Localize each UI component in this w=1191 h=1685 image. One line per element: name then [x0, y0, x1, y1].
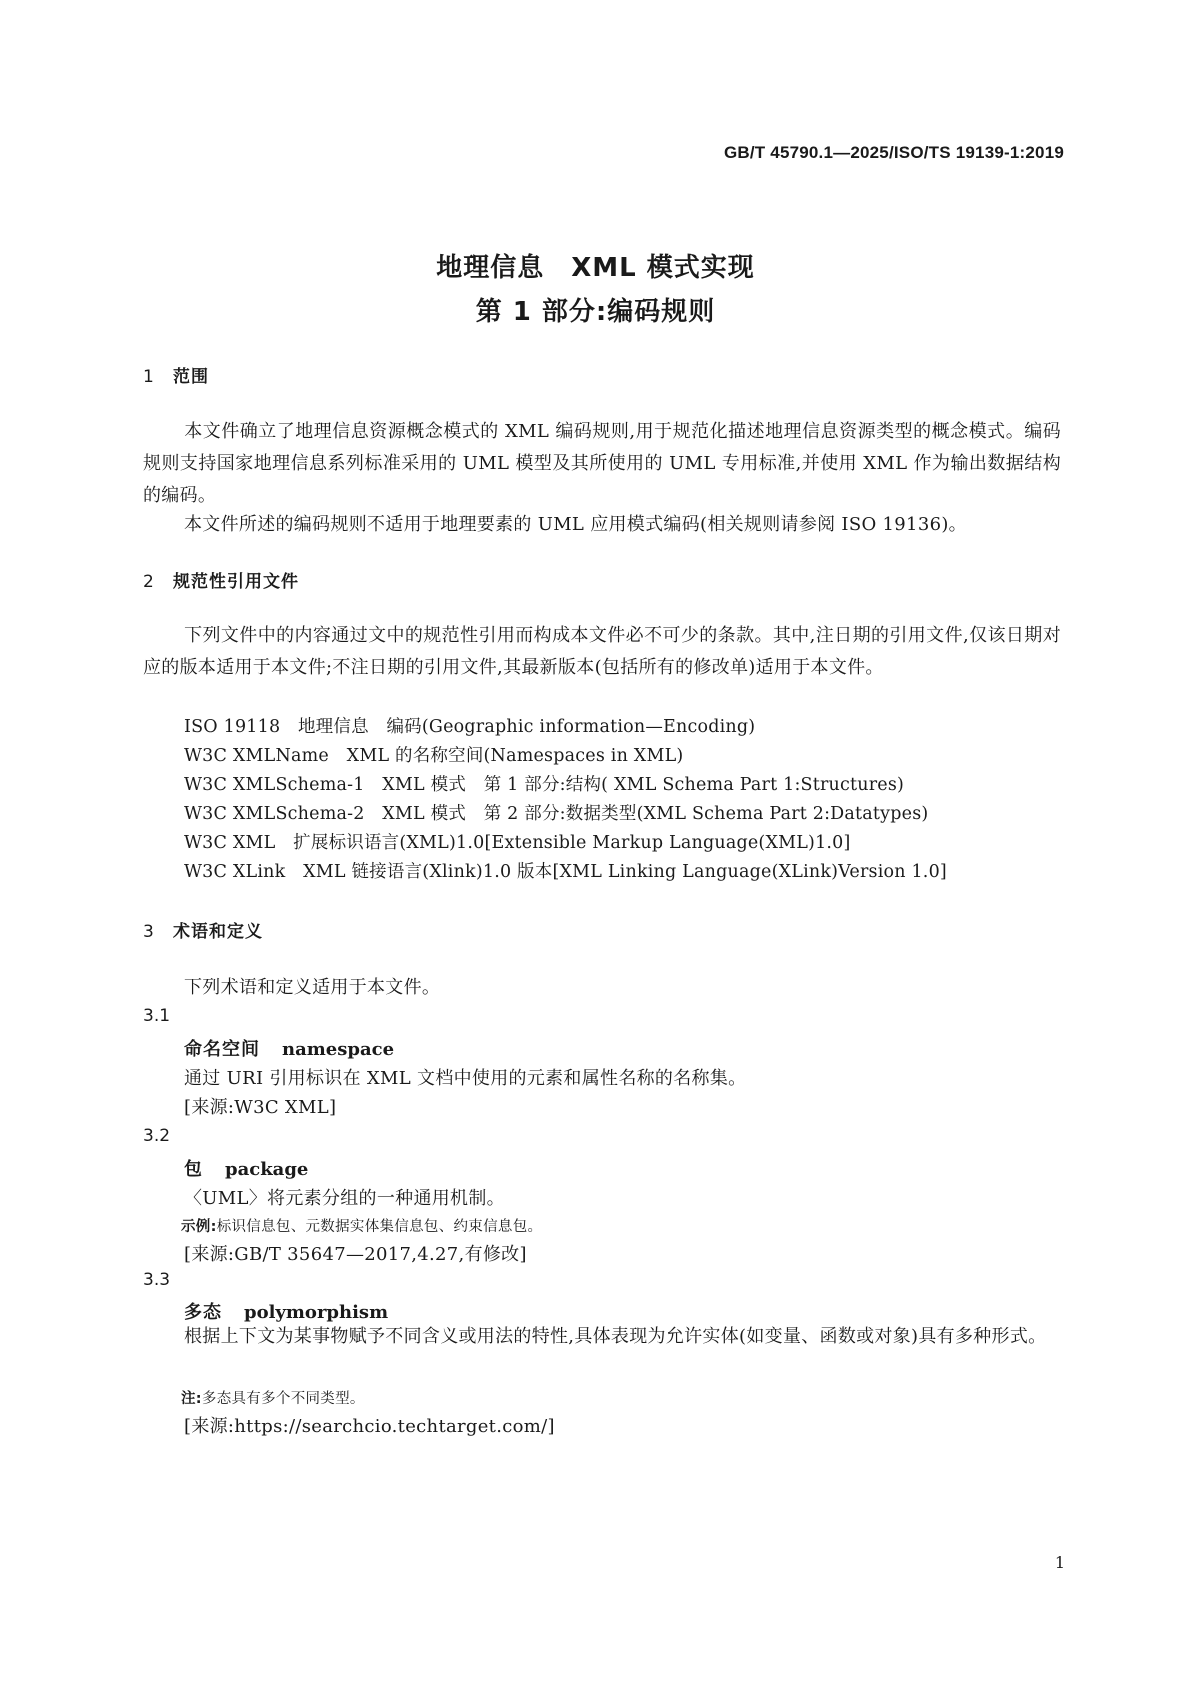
term-source: [来源:https://searchcio.techtarget.com/] — [184, 1416, 555, 1437]
term-definition — [143, 1321, 1061, 1353]
note-text: 多态具有多个不同类型。 — [201, 1391, 365, 1407]
reference-item: W3C XMLSchema-1 XML 模式 第 1 部分:结构( XML Schema Part 1:Structures) — [184, 775, 905, 795]
term-en: package — [225, 1159, 309, 1180]
paragraph-text: 本文件确立了地理信息资源概念模式的 XML 编码规则,用于规范化描述地理信息资源类型的概念模式。编码规则支持国家地理信息系列标准采用的 UML 模型及其所使用的 UML 专用标准,并使用 XML 作为输出数据结构的编码。 — [143, 421, 1061, 506]
term-number: 3.1 — [143, 1006, 171, 1026]
reference-item: W3C XLink XML 链接语言(Xlink)1.0 版本[XML Linking Language(XLink)Version 1.0] — [184, 862, 947, 882]
document-subtitle: 第 1 部分:编码规则 — [475, 297, 716, 327]
terms-intro: 下列术语和定义适用于本文件。 — [184, 977, 441, 998]
reference-item: W3C XML 扩展标识语言(XML)1.0[Extensible Markup Language(XML)1.0] — [184, 833, 851, 853]
example-text: 标识信息包、元数据实体集信息包、约束信息包。 — [216, 1219, 543, 1235]
term-definition: 〈UML〉将元素分组的一种通用机制。 — [184, 1188, 505, 1209]
section-number: 3 — [143, 922, 155, 942]
term-source: [来源:W3C XML] — [184, 1097, 337, 1118]
scope-paragraph-1 — [143, 416, 1061, 512]
term-number: 3.2 — [143, 1126, 171, 1146]
paragraph-text: 本文件所述的编码规则不适用于地理要素的 UML 应用模式编码(相关规则请参阅 ISO 19136)。 — [184, 514, 967, 535]
normative-references-intro — [143, 620, 1061, 684]
section-3-heading — [143, 917, 263, 942]
term-zh: 多态 — [184, 1302, 222, 1323]
term-number: 3.3 — [143, 1270, 171, 1290]
scope-paragraph-2 — [143, 509, 1061, 541]
section-number: 2 — [143, 572, 155, 592]
section-title: 规范性引用文件 — [173, 572, 299, 592]
term-heading — [184, 1155, 308, 1181]
term-zh: 命名空间 — [184, 1039, 260, 1060]
section-title: 范围 — [173, 367, 209, 387]
term-heading — [184, 1035, 394, 1061]
reference-item: W3C XMLSchema-2 XML 模式 第 2 部分:数据类型(XML Schema Part 2:Datatypes) — [184, 804, 929, 824]
term-note — [181, 1387, 365, 1408]
standard-code: GB/T 45790.1—2025/ISO/TS 19139-1:2019 — [723, 143, 1064, 162]
reference-item: W3C XMLName XML 的名称空间(Namespaces in XML) — [184, 746, 684, 766]
definition-text: 根据上下文为某事物赋予不同含义或用法的特性,具体表现为允许实体(如变量、函数或对象)具有多种形式。 — [184, 1326, 1047, 1347]
term-source: [来源:GB/T 35647—2017,4.27,有修改] — [184, 1244, 527, 1265]
term-example — [181, 1215, 542, 1236]
paragraph-text: 下列文件中的内容通过文中的规范性引用而构成本文件必不可少的条款。其中,注日期的引用文件,仅该日期对应的版本适用于本文件;不注日期的引用文件,其最新版本(包括所有的修改单)适用于本文件。 — [143, 625, 1061, 678]
term-zh: 包 — [184, 1159, 203, 1180]
term-en: polymorphism — [244, 1302, 389, 1323]
document-title: 地理信息 XML 模式实现 — [436, 253, 755, 283]
page-number: 1 — [1054, 1553, 1065, 1572]
section-2-heading — [143, 567, 299, 592]
section-number: 1 — [143, 367, 155, 387]
note-label: 注: — [181, 1391, 202, 1407]
section-title: 术语和定义 — [173, 922, 263, 942]
term-en: namespace — [282, 1039, 395, 1060]
example-label: 示例: — [181, 1219, 217, 1235]
reference-item: ISO 19118 地理信息 编码(Geographic information—Encoding) — [184, 717, 756, 737]
term-definition: 通过 URI 引用标识在 XML 文档中使用的元素和属性名称的名称集。 — [184, 1068, 747, 1089]
section-1-heading — [143, 362, 209, 387]
